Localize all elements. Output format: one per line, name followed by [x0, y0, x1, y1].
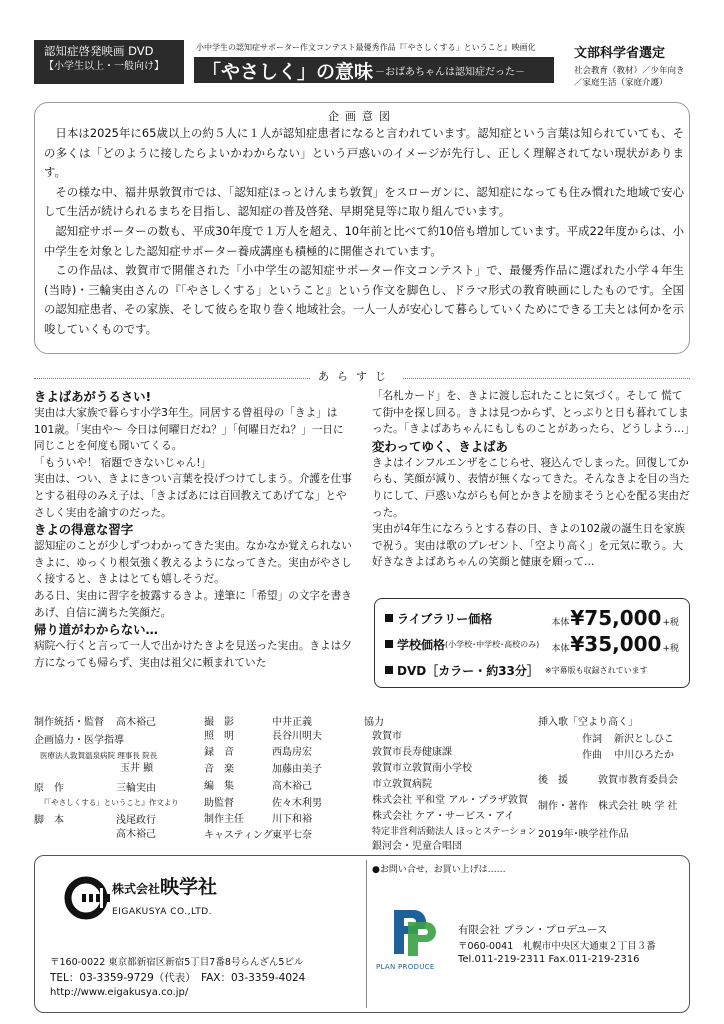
- mext-category-1: 社会教育（教材）／少年向き: [574, 66, 685, 76]
- credit-name: 加藤由美子: [272, 764, 322, 775]
- category-badge: [34, 40, 184, 84]
- credit-name: 佐々木利男: [272, 798, 322, 809]
- credit-role: 後 援: [538, 775, 568, 786]
- title-subtext: －おばあちゃんは認知症だった－: [375, 66, 526, 78]
- credit-role: 企画協力・医学指導: [34, 735, 124, 746]
- page-title: [194, 57, 554, 83]
- synopsis-right-column: [372, 388, 695, 571]
- price-prefix: 本体: [551, 644, 570, 654]
- plan-produce-logo-text: PLAN PRODUCE: [376, 963, 435, 971]
- company-url-link[interactable]: http://www.eigakusya.co.jp/: [50, 987, 189, 998]
- credit-role: 撮 影: [204, 717, 234, 728]
- production-year: 2019年･映学社作品: [538, 829, 629, 840]
- cooperator: 特定非営利活動法人 ほっとステーション: [372, 827, 537, 837]
- insert-song-title: 挿入歌「空より高く」: [538, 717, 638, 728]
- synopsis-left-column: [34, 388, 352, 671]
- dvd-subtitle-note: ※字幕版も収録されています: [544, 665, 648, 675]
- company-type: 株式会社: [112, 882, 161, 896]
- dvd-spec: DVD［カラー・約33分］: [397, 663, 539, 678]
- school-price: [551, 632, 679, 656]
- cooperator: 敦賀市長寿健康課: [372, 747, 452, 758]
- title-text: 「やさしく」の意味: [202, 60, 374, 83]
- badge-audience: 【小学生以上・一般向け】: [44, 61, 164, 72]
- price-prefix: 本体: [551, 618, 570, 628]
- plan-paragraph: この作品は、敦賀市で開催された「小中学生の認知症サポーター作文コンテスト」で、最優秀作品に選ばれた小学４年生(当時)・三輪実由さんの『「やさしくする」ということ』という作文を脚色し、ドラマ形式の教育映画にしたものです。全国の認知症患者、その家族、そして彼らを取り巻く地域社会。一人一人が安心して暮らしていくためにできる工夫とは何かを示唆していくものです。: [44, 263, 684, 336]
- contact-divider: [366, 860, 367, 1008]
- credit-role: 脚 本: [34, 815, 64, 826]
- credit-role: 原 作: [34, 783, 64, 794]
- credit-affiliation: 医療法人敦賀温泉病院 理事長 院長: [40, 751, 158, 760]
- mext-category-2: ／家庭生活（家庭介護）: [574, 78, 668, 88]
- company-name-main: 映学社: [160, 876, 218, 898]
- school-price-row: [385, 631, 679, 657]
- plan-intent-heading: 企画意図: [328, 110, 396, 123]
- price-tax: +税: [662, 618, 679, 628]
- company-name-en: EIGAKUSYA CO.,LTD.: [112, 907, 213, 917]
- mext-selection-title: 文部科学省選定: [574, 46, 666, 61]
- synopsis-text: 実由が4年生になろうとする春の日、きよの102歳の誕生日を家族で祝う。実由は歌のプレゼント、「空より高く」を元気に歌う。大好きなきよばあちゃんの笑顔と健康を願って…: [372, 523, 685, 569]
- credit-role: 助監督: [204, 798, 234, 809]
- credit-role: 制作主任: [204, 814, 244, 825]
- credit-name: 中川ひろたか: [614, 750, 674, 761]
- synopsis-text: 病院へ行くと言って一人で出かけたきよを見送った実由。きよは夕方になっても帰らず、実由は祖父に頼まれていた: [34, 640, 352, 669]
- library-price-row: [385, 605, 679, 631]
- company-name: [112, 872, 217, 899]
- badge-title: 認知症啓発映画 DVD: [44, 44, 154, 58]
- bullet-square-icon: [385, 614, 393, 622]
- company-address: 〒160-0022 東京都新宿区新宿5丁目7番8号らんざん5ビル: [50, 957, 304, 968]
- credit-name: 川下和裕: [272, 814, 312, 825]
- eigakusya-logo-icon: [62, 874, 110, 922]
- credit-name: 浅尾政行: [116, 815, 156, 826]
- credit-role: 録 音: [204, 747, 234, 758]
- synopsis-heading: あらすじ: [310, 368, 402, 384]
- price-amount: ¥75,000: [570, 606, 662, 630]
- synopsis-text: 「名札カード」を、きよに渡し忘れたことに気づく。そして 慌てて街中を探し回る。きよは見つからず、とっぷりと日も暮れてしまった。「きよばあちゃんにもしものことがあったら、どうしよう…」: [372, 390, 695, 436]
- credit-role: 作曲: [582, 750, 602, 761]
- library-price-label: ライブラリー価格: [397, 611, 493, 626]
- cooperator: 敦賀市: [372, 731, 402, 742]
- header-subtitle: 小中学生の認知症サポーター作文コンテスト最優秀作品『「やさしくする」ということ』映画化: [196, 43, 536, 52]
- credit-name: 高木裕己: [116, 829, 156, 840]
- credit-name: 東平七奈: [272, 830, 312, 841]
- price-tax: +税: [662, 644, 679, 654]
- credit-role: 編 集: [204, 781, 234, 792]
- synopsis-text: きよはインフルエンザをこじらせ、寝込んでしまった。回復してからも、笑顔が減り、表情が無くなってきた。そんなきよを目の当たりにして、戸惑いながらも何とかきよを励まそうと心を配る実由だった。: [372, 456, 690, 519]
- price-amount: ¥35,000: [570, 632, 662, 656]
- credit-name: 高木裕己: [116, 717, 156, 728]
- credit-name: 株式会社 映 学 社: [598, 801, 678, 812]
- inquiry-label: ●お問い合せ、お買い上げは……: [372, 865, 506, 875]
- distributor-name: 有限会社 プラン・プロデユース: [458, 924, 608, 936]
- credit-name: 敦賀市教育委員会: [598, 775, 678, 786]
- credit-name: 西島房宏: [272, 747, 312, 758]
- cooperation-title: 協力: [364, 717, 384, 728]
- credit-name: 高木裕己: [272, 781, 312, 792]
- synopsis-section-heading: きよの得意な習字: [34, 522, 134, 538]
- company-phone: TEL：03-3359-9729（代表） FAX：03-3359-4024: [50, 972, 306, 984]
- synopsis-section-heading: きよばあがうるさい!: [34, 389, 152, 404]
- bullet-square-icon: [385, 640, 393, 648]
- distributor-phone: Tel.011-219-2311 Fax.011-219-2316: [458, 954, 640, 965]
- credit-name: 玉井 顯: [120, 763, 154, 774]
- cooperator: 銀河会・児童合唱団: [372, 841, 462, 852]
- dvd-info-row: [385, 657, 679, 683]
- cooperator: 市立敦賀病院: [372, 779, 432, 790]
- cooperator: 株式会社 平和堂 アル・プラザ敦賀: [372, 795, 528, 806]
- credit-role: 照 明: [204, 731, 234, 742]
- synopsis-text: 実由は、つい、きよにきつい言葉を投げつけてしまう。介護を仕事とする祖母のみえ子は、「きよばあには百回教えてあげてな」とやさしく実由を諭すのだった。: [34, 473, 352, 519]
- plan-paragraph: 日本は2025年に65歳以上の約５人に１人が認知症患者になると言われています。認知症という言葉は知られていても、その多くは「どのように接したらよいかわからない」という戸惑いのイメージが先行し、正しく理解されてない現状があります。: [44, 126, 684, 180]
- credit-name: 新沢としひこ: [614, 734, 674, 745]
- bullet-square-icon: [385, 666, 393, 674]
- school-price-label: 学校価格: [397, 637, 446, 652]
- credit-role: 作詞: [582, 734, 602, 745]
- distributor-address: 〒060-0041 札幌市中央区大通東２丁目３番: [458, 941, 656, 952]
- credit-name: 中井正義: [272, 717, 312, 728]
- credit-role: 音 楽: [204, 764, 234, 775]
- school-price-note: (小学校･中学校･高校のみ): [445, 639, 540, 649]
- synopsis-text: 認知症のことが少しずつわかってきた実由。なかなか覚えられないきよに、ゆっくり根気強く教えるようになってきた。実由がやさしく接すると、きよはとても嬉しそうだ。: [34, 540, 352, 586]
- synopsis-text: 実由は大家族で暮らす小学3年生。同居する曾祖母の「きよ」は101歳。「実由や〜 今日は何曜日だね？」「何曜日だね？」一日に同じことを何度も聞いてくる。: [34, 407, 344, 453]
- synopsis-section-heading: 変わってゆく、きよばあ: [372, 438, 508, 454]
- credit-name: 長谷川明夫: [272, 731, 322, 742]
- cooperator: 敦賀市立敦賀南小学校: [372, 763, 472, 774]
- credit-role: キャスティング: [204, 830, 273, 841]
- plan-paragraph: 認知症サポーターの数も、平成30年度で１万人を超え、10年前と比べて約10倍も増加しています。平成22年度からは、小中学生を対象とした認知症サポーター養成講座も積極的に開催されています。: [44, 223, 684, 258]
- credit-name: 三輪実由: [116, 783, 156, 794]
- credit-role: 制作統括・監督: [34, 717, 104, 728]
- plan-intent-body: [44, 124, 684, 340]
- plan-paragraph: その様な中、福井県敦賀市では、「認知症ほっとけんまち敦賀」をスローガンに、認知症になっても住み慣れた地域で安心して生活が続けられるまちを目指し、認知症の普及啓発、早期発見等に取り組んでいます。: [44, 184, 684, 219]
- synopsis-section-heading: 帰り道がわからない…: [34, 622, 158, 638]
- synopsis-text: 「もういや！ 宿題できないじゃん!」: [34, 456, 212, 469]
- credit-role: 制作・著作: [538, 801, 588, 812]
- cooperator: 株式会社 ケア・サービス・アイ: [372, 811, 515, 822]
- credit-affiliation: 『「やさしくする」ということ』作文より: [40, 798, 179, 807]
- plan-produce-logo-icon: [380, 904, 440, 960]
- price-box: [374, 598, 690, 688]
- library-price: [551, 606, 679, 630]
- synopsis-text: ある日、実由に習字を披露するきよ。達筆に「希望」の文字を書きあげ、自信に満ちた笑顔だ。: [34, 589, 352, 619]
